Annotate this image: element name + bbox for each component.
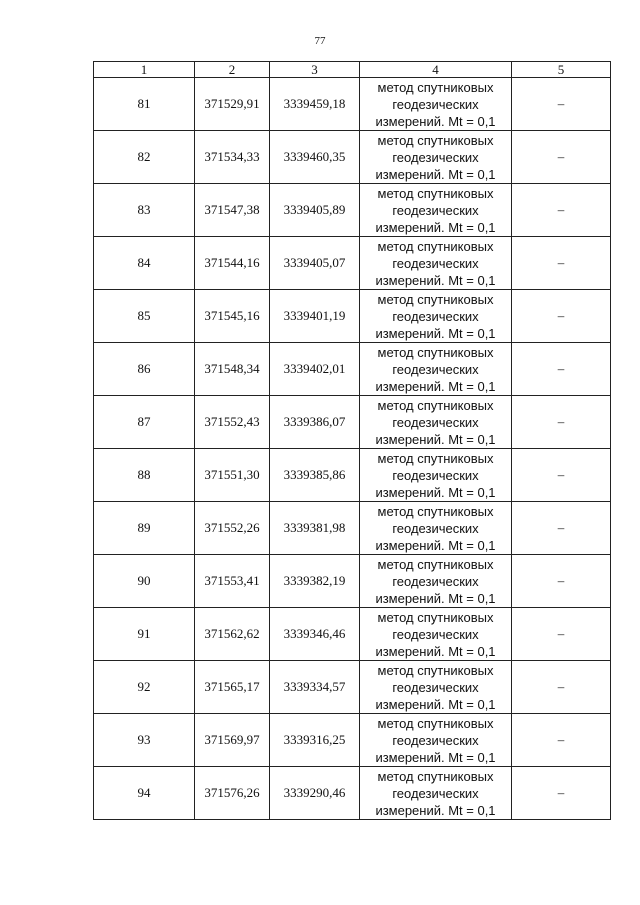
- note-cell: –: [512, 714, 611, 767]
- method-line: геодезических: [392, 202, 479, 218]
- y-coordinate-cell: 3339316,25: [270, 714, 360, 767]
- method-cell: [360, 184, 512, 237]
- point-number-cell: 82: [94, 131, 195, 184]
- method-line: измерений. Mt = 0,1: [375, 325, 496, 341]
- method-line: измерений. Mt = 0,1: [375, 166, 496, 182]
- method-cell: [360, 343, 512, 396]
- y-coordinate-cell: 3339334,57: [270, 661, 360, 714]
- point-number-cell: 83: [94, 184, 195, 237]
- method-line: метод спутниковых: [377, 291, 494, 307]
- note-cell: –: [512, 608, 611, 661]
- x-coordinate-cell: 371562,62: [195, 608, 270, 661]
- method-line: геодезических: [392, 732, 479, 748]
- method-line: метод спутниковых: [377, 185, 494, 201]
- method-cell: [360, 714, 512, 767]
- note-cell: –: [512, 343, 611, 396]
- method-cell: [360, 237, 512, 290]
- method-line: геодезических: [392, 467, 479, 483]
- y-coordinate-cell: 3339382,19: [270, 555, 360, 608]
- method-line: геодезических: [392, 573, 479, 589]
- method-line: геодезических: [392, 149, 479, 165]
- method-cell: [360, 502, 512, 555]
- method-line: измерений. Mt = 0,1: [375, 113, 496, 129]
- x-coordinate-cell: 371565,17: [195, 661, 270, 714]
- method-line: геодезических: [392, 414, 479, 430]
- method-cell: [360, 449, 512, 502]
- header-col-1: 1: [94, 62, 195, 78]
- point-number-cell: 93: [94, 714, 195, 767]
- method-line: метод спутниковых: [377, 397, 494, 413]
- note-cell: –: [512, 767, 611, 820]
- method-line: метод спутниковых: [377, 556, 494, 572]
- method-line: измерений. Mt = 0,1: [375, 219, 496, 235]
- method-line: геодезических: [392, 96, 479, 112]
- method-line: метод спутниковых: [377, 503, 494, 519]
- method-cell: [360, 290, 512, 343]
- method-cell: [360, 131, 512, 184]
- method-cell: [360, 555, 512, 608]
- point-number-cell: 87: [94, 396, 195, 449]
- table-row: [94, 767, 611, 820]
- y-coordinate-cell: 3339405,89: [270, 184, 360, 237]
- header-col-3: 3: [270, 62, 360, 78]
- table-row: [94, 290, 611, 343]
- point-number-cell: 94: [94, 767, 195, 820]
- table-row: [94, 714, 611, 767]
- method-cell: [360, 767, 512, 820]
- point-number-cell: 88: [94, 449, 195, 502]
- y-coordinate-cell: 3339401,19: [270, 290, 360, 343]
- table-row: [94, 555, 611, 608]
- y-coordinate-cell: 3339386,07: [270, 396, 360, 449]
- method-line: геодезических: [392, 626, 479, 642]
- x-coordinate-cell: 371534,33: [195, 131, 270, 184]
- x-coordinate-cell: 371548,34: [195, 343, 270, 396]
- point-number-cell: 81: [94, 78, 195, 131]
- point-number-cell: 86: [94, 343, 195, 396]
- note-cell: –: [512, 237, 611, 290]
- table-row: [94, 237, 611, 290]
- y-coordinate-cell: 3339385,86: [270, 449, 360, 502]
- table-row: [94, 502, 611, 555]
- coordinates-table: [93, 61, 611, 820]
- x-coordinate-cell: 371552,26: [195, 502, 270, 555]
- method-cell: [360, 661, 512, 714]
- method-line: геодезических: [392, 308, 479, 324]
- method-line: измерений. Mt = 0,1: [375, 537, 496, 553]
- method-line: геодезических: [392, 520, 479, 536]
- method-line: метод спутниковых: [377, 768, 494, 784]
- x-coordinate-cell: 371569,97: [195, 714, 270, 767]
- note-cell: –: [512, 131, 611, 184]
- point-number-cell: 92: [94, 661, 195, 714]
- x-coordinate-cell: 371553,41: [195, 555, 270, 608]
- method-line: измерений. Mt = 0,1: [375, 484, 496, 500]
- method-line: метод спутниковых: [377, 79, 494, 95]
- method-line: метод спутниковых: [377, 609, 494, 625]
- method-line: метод спутниковых: [377, 132, 494, 148]
- note-cell: –: [512, 555, 611, 608]
- method-line: геодезических: [392, 679, 479, 695]
- method-cell: [360, 608, 512, 661]
- header-col-4: 4: [360, 62, 512, 78]
- point-number-cell: 90: [94, 555, 195, 608]
- method-line: измерений. Mt = 0,1: [375, 431, 496, 447]
- table-row: [94, 131, 611, 184]
- page-number: 77: [314, 35, 326, 47]
- y-coordinate-cell: 3339405,07: [270, 237, 360, 290]
- table-row: [94, 449, 611, 502]
- y-coordinate-cell: 3339381,98: [270, 502, 360, 555]
- table-row: [94, 396, 611, 449]
- method-cell: [360, 78, 512, 131]
- method-line: измерений. Mt = 0,1: [375, 696, 496, 712]
- note-cell: –: [512, 78, 611, 131]
- point-number-cell: 85: [94, 290, 195, 343]
- table-body: [94, 78, 611, 820]
- method-line: геодезических: [392, 785, 479, 801]
- method-line: измерений. Mt = 0,1: [375, 749, 496, 765]
- method-line: измерений. Mt = 0,1: [375, 643, 496, 659]
- method-line: метод спутниковых: [377, 344, 494, 360]
- method-line: геодезических: [392, 361, 479, 377]
- x-coordinate-cell: 371545,16: [195, 290, 270, 343]
- note-cell: –: [512, 449, 611, 502]
- table-row: [94, 343, 611, 396]
- table-row: [94, 78, 611, 131]
- x-coordinate-cell: 371551,30: [195, 449, 270, 502]
- method-line: измерений. Mt = 0,1: [375, 802, 496, 818]
- x-coordinate-cell: 371547,38: [195, 184, 270, 237]
- y-coordinate-cell: 3339290,46: [270, 767, 360, 820]
- note-cell: –: [512, 290, 611, 343]
- point-number-cell: 89: [94, 502, 195, 555]
- note-cell: –: [512, 502, 611, 555]
- y-coordinate-cell: 3339402,01: [270, 343, 360, 396]
- method-line: метод спутниковых: [377, 450, 494, 466]
- header-col-2: 2: [195, 62, 270, 78]
- point-number-cell: 91: [94, 608, 195, 661]
- method-line: метод спутниковых: [377, 715, 494, 731]
- note-cell: –: [512, 661, 611, 714]
- note-cell: –: [512, 184, 611, 237]
- x-coordinate-cell: 371552,43: [195, 396, 270, 449]
- x-coordinate-cell: 371529,91: [195, 78, 270, 131]
- x-coordinate-cell: 371576,26: [195, 767, 270, 820]
- method-cell: [360, 396, 512, 449]
- y-coordinate-cell: 3339346,46: [270, 608, 360, 661]
- method-line: метод спутниковых: [377, 662, 494, 678]
- table-row: [94, 661, 611, 714]
- x-coordinate-cell: 371544,16: [195, 237, 270, 290]
- table-row: [94, 608, 611, 661]
- method-line: измерений. Mt = 0,1: [375, 272, 496, 288]
- y-coordinate-cell: 3339459,18: [270, 78, 360, 131]
- y-coordinate-cell: 3339460,35: [270, 131, 360, 184]
- header-col-5: 5: [512, 62, 611, 78]
- point-number-cell: 84: [94, 237, 195, 290]
- table-header-row: [94, 62, 611, 78]
- method-line: измерений. Mt = 0,1: [375, 378, 496, 394]
- table-row: [94, 184, 611, 237]
- method-line: метод спутниковых: [377, 238, 494, 254]
- method-line: измерений. Mt = 0,1: [375, 590, 496, 606]
- method-line: геодезических: [392, 255, 479, 271]
- note-cell: –: [512, 396, 611, 449]
